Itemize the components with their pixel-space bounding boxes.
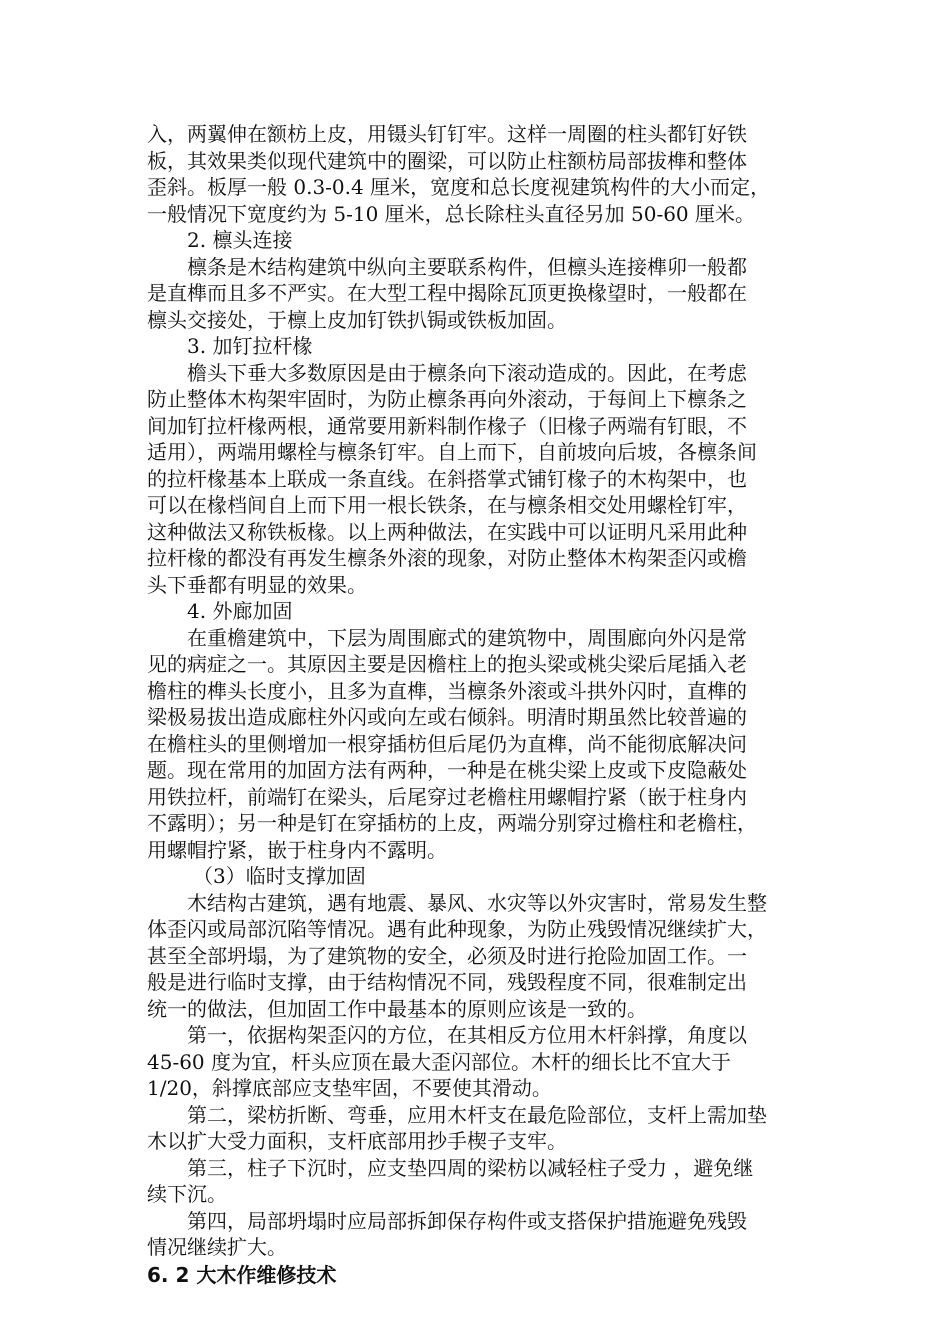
text-line: 第四，局部坍塌时应局部拆卸保存构件或支搭保护措施避免残毁 bbox=[187, 1208, 747, 1233]
text-line: 板，其效果类似现代建筑中的圈梁，可以防止柱额枋局部拔榫和整体 bbox=[147, 148, 747, 173]
text-line: 般是进行临时支撑，由于结构情况不同，残毁程度不同，很难制定出 bbox=[147, 970, 747, 994]
text-line: 第二，梁枋折断、弯垂，应用木杆支在最危险部位，支杆上需加垫 bbox=[187, 1102, 767, 1127]
text-line: 情况继续扩大。 bbox=[147, 1235, 287, 1259]
text-line: 用螺帽拧紧，嵌于柱身内不露明。 bbox=[147, 837, 447, 862]
text-line: 在重檐建筑中，下层为周围廊式的建筑物中，周围廊向外闪是常 bbox=[187, 625, 747, 650]
text-line: 头下垂都有明显的效果。 bbox=[147, 572, 367, 597]
text-line: 4. 外廊加固 bbox=[187, 599, 293, 623]
text-line: 的拉杆椽基本上联成一条直线。在斜搭掌式铺钉椽子的木构架中，也 bbox=[147, 466, 747, 491]
text-line: 拉杆椽的都没有再发生檩条外滚的现象，对防止整体木构架歪闪或檐 bbox=[147, 546, 747, 570]
text-line: 统一的做法，但加固工作中最基本的原则应该是一致的。 bbox=[147, 996, 647, 1021]
text-line: 题。现在常用的加固方法有两种，一种是在桃尖梁上皮或下皮隐蔽处 bbox=[147, 758, 747, 782]
text-line: 不露明）；另一种是钉在穿插枋的上皮，两端分别穿过檐柱和老檐柱， bbox=[147, 811, 757, 835]
text-line: 在檐柱头的里侧增加一根穿插枋但后尾仍为直榫，尚不能彻底解决问 bbox=[147, 731, 747, 756]
text-line: 一般情况下宽度约为 5-10 厘米，总长除柱头直径另加 50-60 厘米。 bbox=[147, 201, 756, 226]
text-line: 45-60 度为宜，杆头应顶在最大歪闪部位。木杆的细长比不宜大于 bbox=[147, 1049, 732, 1074]
text-line: 木结构古建筑，遇有地震、暴风、水灾等以外灾害时，常易发生整 bbox=[187, 890, 767, 915]
text-line: 用铁拉杆，前端钉在梁头，后尾穿过老檐柱用螺帽拧紧（嵌于柱身内 bbox=[147, 784, 747, 809]
text-line: 第三，柱子下沉时，应支垫四周的梁枋以减轻柱子受力 ，避免继 bbox=[187, 1155, 754, 1180]
text-line: 续下沉。 bbox=[147, 1182, 227, 1206]
section-heading: 6. 2 大木作维修技术 bbox=[147, 1262, 337, 1287]
document-body bbox=[147, 121, 814, 1289]
text-line: 体歪闪或局部沉陷等情况。遇有此种现象，为防止残毁情况继续扩大， bbox=[147, 917, 767, 941]
text-line: 第一，依据构架歪闪的方位，在其相反方位用木杆斜撑，角度以 bbox=[187, 1023, 747, 1047]
text-line: 梁极易拔出造成廊柱外闪或向左或右倾斜。明清时期虽然比较普遍的 bbox=[147, 705, 747, 729]
text-line: 是直榫而且多不严实。在大型工程中揭除瓦顶更换椽望时，一般都在 bbox=[147, 281, 747, 305]
text-line: 歪斜。板厚一般 0.3-0.4 厘米，宽度和总长度视建筑构件的大小而定， bbox=[147, 175, 771, 199]
text-line: （3）临时支撑加固 bbox=[193, 864, 366, 888]
text-line: 防止整体木构架牢固时，为防止檩条再向外滚动，于每间上下檩条之 bbox=[147, 387, 747, 411]
text-line: 檩条是木结构建筑中纵向主要联系构件，但檩头连接榫卯一般都 bbox=[187, 254, 747, 279]
text-line: 可以在椽档间自上而下用一根长铁条，在与檩条相交处用螺栓钉牢， bbox=[147, 493, 747, 517]
text-line: 见的病症之一。其原因主要是因檐柱上的抱头梁或桃尖梁后尾插入老 bbox=[147, 652, 747, 676]
text-line: 檐柱的榫头长度小，且多为直榫，当檩条外滚或斗拱外闪时，直榫的 bbox=[147, 678, 747, 703]
text-line: 檩头交接处，于檩上皮加钉铁扒锔或铁板加固。 bbox=[147, 307, 567, 332]
text-line: 檐头下垂大多数原因是由于檩条向下滚动造成的。因此，在考虑 bbox=[187, 360, 747, 385]
text-line: 1/20，斜撑底部应支垫牢固，不要使其滑动。 bbox=[147, 1076, 552, 1100]
text-line: 甚至全部坍塌，为了建筑物的安全，必须及时进行抢险加固工作。一 bbox=[147, 943, 747, 968]
text-line: 适用），两端用螺栓与檩条钉牢。自上而下，自前坡向后坡，各檩条间 bbox=[147, 440, 757, 464]
text-line: 入，两翼伸在额枋上皮，用镊头钉钉牢。这样一周圈的柱头都钉好铁 bbox=[147, 122, 747, 146]
text-line: 3. 加钉拉杆椽 bbox=[187, 334, 313, 358]
text-line: 间加钉拉杆椽两根，通常要用新料制作椽子（旧椽子两端有钉眼，不 bbox=[147, 413, 747, 438]
text-line: 木以扩大受力面积，支杆底部用抄手楔子支牢。 bbox=[147, 1129, 567, 1153]
text-line: 这种做法又称铁板椽。以上两种做法，在实践中可以证明凡采用此种 bbox=[147, 519, 747, 544]
text-line: 2. 檩头连接 bbox=[187, 228, 293, 252]
